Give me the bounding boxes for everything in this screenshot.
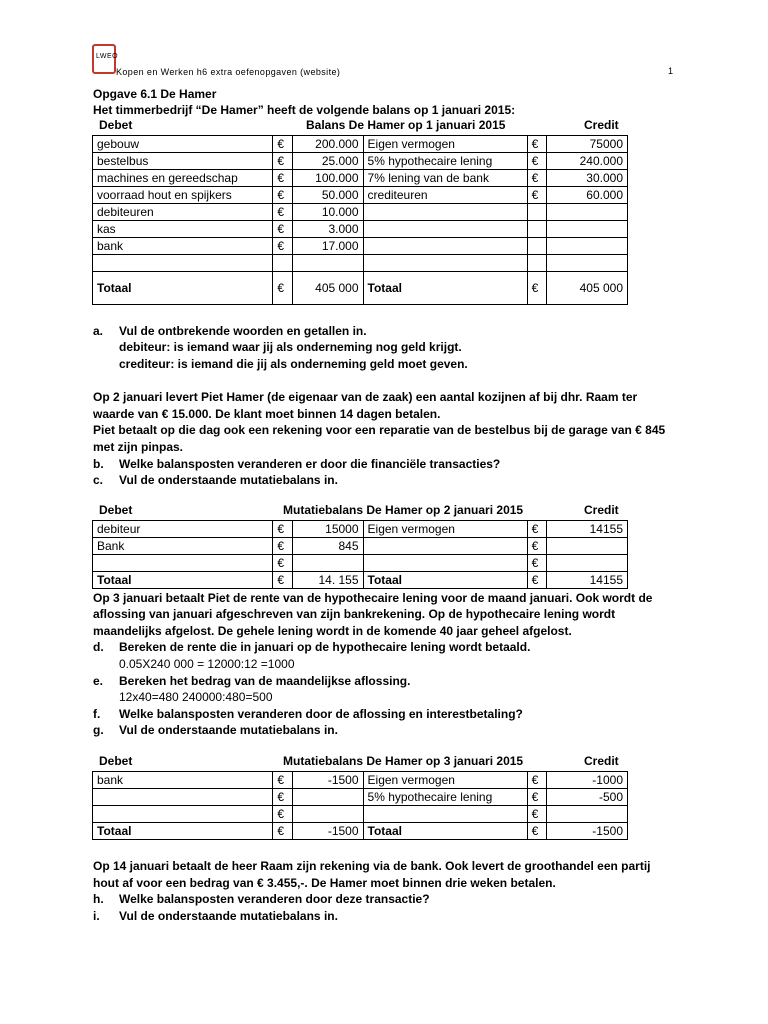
debit-amount	[292, 806, 363, 823]
credit-label: 5% hypothecaire lening	[363, 153, 527, 170]
table3-title: Mutatiebalans De Hamer op 3 januari 2015	[283, 754, 524, 768]
credit-label: Totaal	[363, 272, 527, 305]
table1-title: Balans De Hamer op 1 januari 2015	[306, 118, 506, 132]
table-row	[93, 521, 628, 538]
credit-amount: 14155	[546, 572, 627, 589]
credit-label: Totaal	[363, 572, 527, 589]
debit-currency: €	[273, 204, 292, 221]
debit-label: bank	[93, 772, 273, 789]
para2-line2: waarde van € 15.000. De klant moet binnen 14 dagen betalen.	[93, 407, 441, 421]
debit-amount: -1500	[292, 823, 363, 840]
credit-currency: €	[527, 136, 546, 153]
credit-currency: €	[527, 521, 546, 538]
table-row	[93, 555, 628, 572]
table2-credit-header: Credit	[584, 503, 619, 517]
part-e-label: e.	[93, 674, 104, 688]
debit-currency: €	[273, 238, 292, 255]
balance-sheet-table	[92, 135, 628, 305]
debit-currency: €	[273, 136, 292, 153]
mutation-balance-table-2jan	[92, 520, 628, 589]
para2-line1: Op 2 januari levert Piet Hamer (de eigenaar van de zaak) een aantal kozijnen af bij dhr. Raam ter	[93, 390, 638, 404]
table-row	[93, 538, 628, 555]
table-total-row	[93, 823, 628, 840]
debit-currency	[273, 255, 292, 272]
credit-amount: 405 000	[546, 272, 627, 305]
credit-currency: €	[527, 555, 546, 572]
debit-currency: €	[273, 170, 292, 187]
credit-currency	[527, 221, 546, 238]
part-b-question: Welke balansposten veranderen er door die financiële transacties?	[119, 457, 501, 471]
table1-credit-header: Credit	[584, 118, 619, 132]
part-h-question: Welke balansposten veranderen door deze transactie?	[119, 892, 430, 906]
debit-label: voorraad hout en spijkers	[93, 187, 273, 204]
credit-amount	[546, 238, 627, 255]
table-row	[93, 153, 628, 170]
table-row	[93, 238, 628, 255]
debit-label: bestelbus	[93, 153, 273, 170]
debit-amount	[292, 789, 363, 806]
credit-label	[363, 806, 527, 823]
part-e-question: Bereken het bedrag van de maandelijkse aflossing.	[119, 674, 411, 688]
credit-currency	[527, 238, 546, 255]
table3-credit-header: Credit	[584, 754, 619, 768]
debit-amount: 845	[292, 538, 363, 555]
debit-label	[93, 789, 273, 806]
para2-line4: met zijn pinpas.	[93, 440, 184, 454]
part-g-question: Vul de onderstaande mutatiebalans in.	[119, 723, 338, 737]
logo-text: LWEO	[96, 53, 119, 60]
table3-debet-header: Debet	[99, 754, 133, 768]
credit-amount	[546, 255, 627, 272]
debit-currency: €	[273, 187, 292, 204]
table-row	[93, 255, 628, 272]
part-i-label: i.	[93, 909, 100, 923]
credit-amount: 60.000	[546, 187, 627, 204]
debit-currency: €	[273, 789, 292, 806]
credit-amount	[546, 806, 627, 823]
part-g-label: g.	[93, 723, 104, 737]
credit-label: 5% hypothecaire lening	[363, 789, 527, 806]
credit-label: Totaal	[363, 823, 527, 840]
debit-label: Totaal	[93, 272, 273, 305]
debit-label: Bank	[93, 538, 273, 555]
debit-label: machines en gereedschap	[93, 170, 273, 187]
debit-amount: 10.000	[292, 204, 363, 221]
part-a-label: a.	[93, 324, 104, 338]
table-row	[93, 789, 628, 806]
credit-currency: €	[527, 272, 546, 305]
debit-label: debiteuren	[93, 204, 273, 221]
debit-amount: 3.000	[292, 221, 363, 238]
part-c-question: Vul de onderstaande mutatiebalans in.	[119, 473, 338, 487]
credit-label	[363, 255, 527, 272]
credit-currency: €	[527, 823, 546, 840]
para2-line3: Piet betaalt op die dag ook een rekening voor een reparatie van de bestelbus bij de garage van € 845	[93, 423, 666, 437]
publisher-logo	[92, 44, 119, 74]
debit-amount	[292, 555, 363, 572]
exercise-intro: Het timmerbedrijf “De Hamer” heeft de volgende balans op 1 januari 2015:	[93, 103, 516, 117]
debit-currency: €	[273, 555, 292, 572]
debit-currency: €	[273, 221, 292, 238]
part-e-answer: 12x40=480 240000:480=500	[119, 690, 273, 704]
credit-label	[363, 238, 527, 255]
table-row	[93, 136, 628, 153]
exercise-title: Opgave 6.1 De Hamer	[93, 87, 217, 101]
credit-amount: -500	[546, 789, 627, 806]
credit-label	[363, 538, 527, 555]
part-a-line1: debiteur: is iemand waar jij als onderneming nog geld krijgt.	[119, 340, 462, 354]
para4-line1: Op 14 januari betaalt de heer Raam zijn rekening via de bank. Ook levert de groothandel een partij	[93, 859, 651, 873]
debit-currency: €	[273, 521, 292, 538]
credit-label: crediteuren	[363, 187, 527, 204]
credit-amount: 14155	[546, 521, 627, 538]
debit-amount: 15000	[292, 521, 363, 538]
table-total-row	[93, 272, 628, 305]
part-a-line2: crediteur: is iemand die jij als onderneming geld moet geven.	[119, 357, 468, 371]
debit-label: bank	[93, 238, 273, 255]
debit-currency: €	[273, 538, 292, 555]
para4-line2: hout af voor een bedrag van € 3.455,-. De Hamer moet binnen drie weken betalen.	[93, 876, 556, 890]
debit-amount: 14. 155	[292, 572, 363, 589]
part-h-label: h.	[93, 892, 104, 906]
debit-amount: 25.000	[292, 153, 363, 170]
debit-amount: 50.000	[292, 187, 363, 204]
debit-label: gebouw	[93, 136, 273, 153]
table-total-row	[93, 572, 628, 589]
debit-amount: 200.000	[292, 136, 363, 153]
table2-title: Mutatiebalans De Hamer op 2 januari 2015	[283, 503, 524, 517]
debit-amount	[292, 255, 363, 272]
credit-currency: €	[527, 153, 546, 170]
credit-amount	[546, 538, 627, 555]
debit-label	[93, 255, 273, 272]
credit-currency: €	[527, 806, 546, 823]
table1-debet-header: Debet	[99, 118, 133, 132]
table-row	[93, 772, 628, 789]
part-d-answer: 0.05X240 000 = 12000:12 =1000	[119, 657, 295, 671]
credit-amount	[546, 221, 627, 238]
credit-amount	[546, 555, 627, 572]
credit-amount: -1000	[546, 772, 627, 789]
credit-currency: €	[527, 789, 546, 806]
part-i-question: Vul de onderstaande mutatiebalans in.	[119, 909, 338, 923]
para3-line1: Op 3 januari betaalt Piet de rente van de hypothecaire lening voor de maand januari. Ook wordt de	[93, 591, 653, 605]
table-row	[93, 806, 628, 823]
debit-label: debiteur	[93, 521, 273, 538]
table2-debet-header: Debet	[99, 503, 133, 517]
debit-amount: 100.000	[292, 170, 363, 187]
debit-label: Totaal	[93, 572, 273, 589]
credit-currency: €	[527, 187, 546, 204]
page-number: 1	[668, 66, 674, 76]
credit-amount: -1500	[546, 823, 627, 840]
credit-label: Eigen vermogen	[363, 521, 527, 538]
part-a-question: Vul de ontbrekende woorden en getallen in.	[119, 324, 367, 338]
table-row	[93, 187, 628, 204]
debit-label	[93, 555, 273, 572]
debit-amount: 405 000	[292, 272, 363, 305]
credit-amount: 30.000	[546, 170, 627, 187]
part-d-label: d.	[93, 640, 104, 654]
credit-label: Eigen vermogen	[363, 772, 527, 789]
debit-label: kas	[93, 221, 273, 238]
credit-label	[363, 221, 527, 238]
credit-amount: 240.000	[546, 153, 627, 170]
para3-line2: aflossing van januari afgeschreven van zijn bankrekening. Op de hypothecaire lening wordt	[93, 607, 616, 621]
part-c-label: c.	[93, 473, 104, 487]
debit-amount: -1500	[292, 772, 363, 789]
table-row	[93, 221, 628, 238]
debit-label: Totaal	[93, 823, 273, 840]
table-row	[93, 170, 628, 187]
debit-currency: €	[273, 572, 292, 589]
credit-amount	[546, 204, 627, 221]
debit-currency: €	[273, 272, 292, 305]
debit-currency: €	[273, 153, 292, 170]
mutation-balance-table-3jan	[92, 771, 628, 840]
debit-currency: €	[273, 806, 292, 823]
debit-amount: 17.000	[292, 238, 363, 255]
part-f-label: f.	[93, 707, 101, 721]
document-header-title: Kopen en Werken h6 extra oefenopgaven (website)	[116, 67, 341, 77]
part-f-question: Welke balansposten veranderen door de aflossing en interestbetaling?	[119, 707, 523, 721]
part-d-question: Bereken de rente die in januari op de hypothecaire lening wordt betaald.	[119, 640, 531, 654]
credit-currency	[527, 255, 546, 272]
debit-currency: €	[273, 772, 292, 789]
debit-label	[93, 806, 273, 823]
credit-amount: 75000	[546, 136, 627, 153]
debit-currency: €	[273, 823, 292, 840]
table-row	[93, 204, 628, 221]
part-b-label: b.	[93, 457, 104, 471]
credit-currency: €	[527, 572, 546, 589]
credit-label: 7% lening van de bank	[363, 170, 527, 187]
credit-currency: €	[527, 170, 546, 187]
credit-currency: €	[527, 772, 546, 789]
credit-label: Eigen vermogen	[363, 136, 527, 153]
credit-label	[363, 204, 527, 221]
credit-currency: €	[527, 538, 546, 555]
credit-currency	[527, 204, 546, 221]
para3-line3: maandelijks afgelost. De gehele lening wordt in de komende 40 jaar geheel afgelost.	[93, 624, 572, 638]
credit-label	[363, 555, 527, 572]
